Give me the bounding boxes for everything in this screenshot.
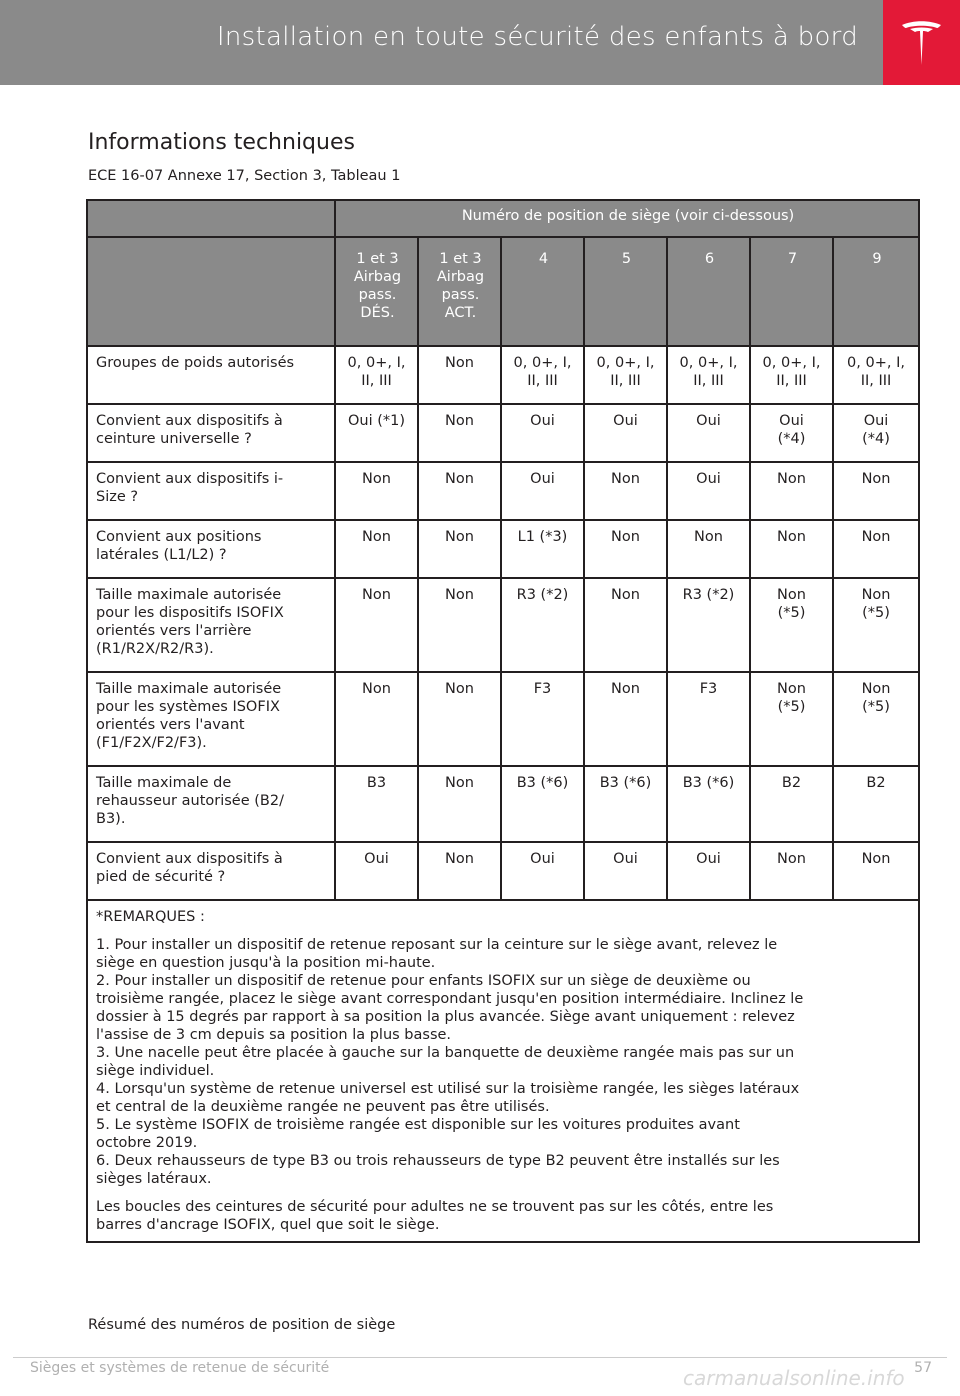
text-line: (*5) (777, 699, 806, 715)
text-line: 0, 0+, I, (596, 355, 655, 371)
text-line: Non (445, 471, 474, 487)
text-line: Non (777, 529, 806, 545)
table-cell (501, 766, 584, 842)
text-line: Non (777, 681, 806, 697)
row-label (87, 766, 335, 842)
table-cell (584, 578, 667, 672)
text-line: siège individuel. (96, 1063, 215, 1079)
brand-logo-box (883, 0, 960, 85)
text-line: II, III (776, 373, 807, 389)
text-line: pass. (358, 287, 397, 303)
table-cell (584, 766, 667, 842)
text-line: (*4) (777, 431, 806, 447)
text-line: ACT. (444, 305, 477, 321)
text-line: II, III (527, 373, 558, 389)
text-line: F3 (699, 681, 718, 697)
text-line: Convient aux positions (96, 529, 262, 545)
text-line: Non (861, 851, 891, 867)
table-cell (667, 346, 750, 404)
table-cell (833, 520, 919, 578)
text-line: 0, 0+, I, (679, 355, 738, 371)
table-cell (833, 672, 919, 766)
table-cell (667, 404, 750, 462)
text-line: 2. Pour installer un dispositif de retenue pour enfants ISOFIX sur un siège de deuxième ou (96, 973, 751, 989)
text-line: Non (694, 529, 723, 545)
text-line: Non (611, 529, 640, 545)
text-line: 6 (704, 251, 715, 267)
row-label (87, 462, 335, 520)
table-row (87, 404, 919, 462)
text-line: 0, 0+, I, (847, 355, 905, 371)
text-line: pour les systèmes ISOFIX (96, 699, 280, 715)
text-line: 1. Pour installer un dispositif de retenue reposant sur la ceinture sur le siège avant, relevez le (96, 937, 778, 953)
text-line: II, III (860, 373, 892, 389)
footer-divider (13, 1357, 947, 1358)
row-label (87, 346, 335, 404)
text-line: dossier à 15 degrés par rapport à sa position la plus avancée. Siège avant uniquement : relevez (96, 1009, 795, 1025)
text-line: Oui (530, 471, 555, 487)
table-reference: ECE 16-07 Annexe 17, Section 3, Tableau 1 (88, 168, 401, 184)
table-cell (750, 842, 833, 900)
table-cell (418, 404, 501, 462)
footer-section-name: Sièges et systèmes de retenue de sécurité (30, 1360, 330, 1376)
table-cell (418, 462, 501, 520)
text-line: (*5) (862, 699, 890, 715)
table-cell (501, 346, 584, 404)
text-line: Taille maximale de (96, 775, 232, 791)
text-line: Oui (530, 413, 555, 429)
table-row (87, 578, 919, 672)
table-cell (833, 346, 919, 404)
table-cell (335, 462, 418, 520)
tesla-logo-icon (901, 18, 942, 67)
table-cell (418, 520, 501, 578)
text-line: B2 (781, 775, 802, 791)
page-number: 57 (914, 1360, 932, 1376)
text-line: 0, 0+, I, (762, 355, 821, 371)
notes-row (87, 900, 919, 1242)
text-line: B3 (*6) (516, 775, 569, 791)
text-line: Non (861, 681, 891, 697)
text-line: Non (445, 355, 474, 371)
text-line: Convient aux dispositifs i- (96, 471, 284, 487)
table-cell (501, 672, 584, 766)
text-line: pied de sécurité ? (96, 869, 226, 885)
corner-header-cell (87, 237, 335, 346)
row-label (87, 404, 335, 462)
text-line: Non (777, 587, 806, 603)
text-line: R3 (*2) (516, 587, 569, 603)
text-line: 1 et 3 (439, 251, 482, 267)
text-line: (*4) (862, 431, 890, 447)
text-line: 0, 0+, I, (347, 355, 406, 371)
text-line: Non (445, 775, 474, 791)
text-line: orientés vers l'avant (96, 717, 245, 733)
table-cell (667, 578, 750, 672)
column-header-seat-position (750, 237, 833, 346)
table-cell (335, 404, 418, 462)
table-cell (418, 672, 501, 766)
text-line: Non (445, 529, 474, 545)
table-cell (335, 842, 418, 900)
table-cell (584, 404, 667, 462)
table-cell (584, 462, 667, 520)
section-title: Informations techniques (88, 130, 355, 155)
text-line: Oui (696, 413, 721, 429)
table-cell (584, 520, 667, 578)
text-line: siège en question jusqu'à la position mi-haute. (96, 955, 436, 971)
table-cell (335, 578, 418, 672)
text-line: B3 (*6) (599, 775, 652, 791)
text-line: 3. Une nacelle peut être placée à gauche sur la banquette de deuxième rangée mais pas sur un (96, 1045, 795, 1061)
text-line: Oui (364, 851, 389, 867)
text-line: II, III (610, 373, 641, 389)
remarks-list (96, 936, 912, 1188)
text-line: B3 (*6) (682, 775, 735, 791)
table-cell (750, 404, 833, 462)
text-line: Non (445, 413, 474, 429)
table-cell (750, 462, 833, 520)
text-line: F3 (533, 681, 552, 697)
text-line: Groupes de poids autorisés (96, 355, 295, 371)
text-line: latérales (L1/L2) ? (96, 547, 227, 563)
seat-position-group-header: Numéro de position de siège (voir ci-dessous) (335, 200, 919, 237)
summary-caption: Résumé des numéros de position de siège (88, 1317, 396, 1333)
table-cell (750, 346, 833, 404)
table-cell (667, 672, 750, 766)
text-line: Non (777, 471, 806, 487)
text-line: troisième rangée, placez le siège avant correspondant jusqu'en position intermédiaire. Inclinez le (96, 991, 804, 1007)
text-line: Non (362, 681, 391, 697)
table-cell (750, 766, 833, 842)
table-row (87, 842, 919, 900)
table-cell (750, 520, 833, 578)
text-line: 7 (787, 251, 798, 267)
text-line: 5 (621, 251, 632, 267)
text-line: et central de la deuxième rangée ne peuvent pas être utilisés. (96, 1099, 550, 1115)
table-cell (750, 578, 833, 672)
column-header-seat-position (418, 237, 501, 346)
watermark: carmanualsonline.info (683, 1366, 905, 1390)
text-line: Non (362, 471, 391, 487)
table-cell (750, 672, 833, 766)
text-line: (F1/F2X/F2/F3). (96, 735, 207, 751)
table-cell (501, 462, 584, 520)
text-line: 4. Lorsqu'un système de retenue universel est utilisé sur la troisième rangée, les sièges latéraux (96, 1081, 800, 1097)
text-line: l'assise de 3 cm depuis sa position la plus basse. (96, 1027, 452, 1043)
text-line: Oui (613, 851, 638, 867)
text-line: orientés vers l'arrière (96, 623, 252, 639)
table-cell (667, 520, 750, 578)
text-line: pass. (441, 287, 480, 303)
text-line: pour les dispositifs ISOFIX (96, 605, 284, 621)
column-header-seat-position (584, 237, 667, 346)
text-line: B2 (866, 775, 886, 791)
row-label (87, 578, 335, 672)
remarks-heading: *REMARQUES : (96, 909, 205, 925)
table-cell (833, 404, 919, 462)
text-line: Oui (696, 851, 721, 867)
text-line: Les boucles des ceintures de sécurité pour adultes ne se trouvent pas sur les côtés, entre les (96, 1199, 774, 1215)
corner-header-cell (87, 200, 335, 237)
table-cell (418, 578, 501, 672)
seat-compatibility-table (86, 199, 920, 1243)
row-label (87, 672, 335, 766)
text-line: II, III (361, 373, 392, 389)
text-line: Airbag (353, 269, 402, 285)
page-header (0, 0, 960, 85)
table-cell (667, 766, 750, 842)
table-cell (833, 462, 919, 520)
text-line: Non (777, 851, 806, 867)
table-row (87, 462, 919, 520)
text-line: sièges latéraux. (96, 1171, 212, 1187)
table-cell (335, 346, 418, 404)
column-header-seat-position (833, 237, 919, 346)
row-label (87, 520, 335, 578)
chapter-title: Installation en toute sécurité des enfants à bord (216, 22, 858, 52)
text-line: II, III (693, 373, 724, 389)
table-cell (418, 766, 501, 842)
text-line: 9 (872, 251, 882, 267)
table-cell (501, 578, 584, 672)
table-cell (584, 842, 667, 900)
column-header-seat-position (335, 237, 418, 346)
table-row (87, 672, 919, 766)
text-line: Oui (*1) (347, 413, 406, 429)
table-cell (584, 346, 667, 404)
text-line: Non (861, 587, 891, 603)
text-line: 6. Deux rehausseurs de type B3 ou trois rehausseurs de type B2 peuvent être installés sur les (96, 1153, 780, 1169)
text-line: Oui (696, 471, 721, 487)
text-line: Non (362, 529, 391, 545)
text-line: Oui (530, 851, 555, 867)
text-line: R3 (*2) (682, 587, 735, 603)
row-label (87, 842, 335, 900)
text-line: Non (362, 587, 391, 603)
table-cell (833, 766, 919, 842)
text-line: Non (445, 851, 474, 867)
text-line: Oui (613, 413, 638, 429)
text-line: Taille maximale autorisée (96, 587, 282, 603)
text-line: (R1/R2X/R2/R3). (96, 641, 214, 657)
text-line: 5. Le système ISOFIX de troisième rangée est disponible sur les voitures produites avant (96, 1117, 740, 1133)
table-cell (667, 462, 750, 520)
table-row (87, 346, 919, 404)
remarks-cell (87, 900, 919, 1242)
table-cell (335, 766, 418, 842)
text-line: Non (611, 587, 640, 603)
text-line: Non (861, 529, 891, 545)
table-cell (833, 578, 919, 672)
table-cell (584, 672, 667, 766)
table-cell (418, 842, 501, 900)
text-line: Non (611, 681, 640, 697)
text-line: B3). (96, 811, 126, 827)
text-line: Convient aux dispositifs à (96, 413, 283, 429)
text-line: DÉS. (360, 305, 395, 321)
text-line: Non (611, 471, 640, 487)
text-line: rehausseur autorisée (B2/ (96, 793, 284, 809)
column-header-seat-position (667, 237, 750, 346)
text-line: 4 (538, 251, 549, 267)
text-line: ceinture universelle ? (96, 431, 252, 447)
text-line: B3 (366, 775, 387, 791)
table-row (87, 520, 919, 578)
text-line: Non (445, 587, 474, 603)
text-line: L1 (*3) (517, 529, 568, 545)
table-cell (833, 842, 919, 900)
remarks-closing (96, 1198, 912, 1234)
table-cell (667, 842, 750, 900)
text-line: (*5) (777, 605, 806, 621)
table-cell (501, 842, 584, 900)
text-line: barres d'ancrage ISOFIX, quel que soit le siège. (96, 1217, 440, 1233)
text-line: Airbag (436, 269, 485, 285)
text-line: 0, 0+, I, (513, 355, 572, 371)
text-line: Convient aux dispositifs à (96, 851, 283, 867)
text-line: Non (861, 471, 891, 487)
table-cell (335, 520, 418, 578)
table-cell (418, 346, 501, 404)
text-line: Oui (863, 413, 889, 429)
table-cell (501, 520, 584, 578)
text-line: Oui (779, 413, 804, 429)
text-line: 1 et 3 (356, 251, 399, 267)
text-line: Size ? (96, 489, 139, 505)
column-header-seat-position (501, 237, 584, 346)
table-row (87, 766, 919, 842)
text-line: octobre 2019. (96, 1135, 198, 1151)
table-cell (501, 404, 584, 462)
table-cell (335, 672, 418, 766)
text-line: Non (445, 681, 474, 697)
text-line: Taille maximale autorisée (96, 681, 282, 697)
text-line: (*5) (862, 605, 890, 621)
